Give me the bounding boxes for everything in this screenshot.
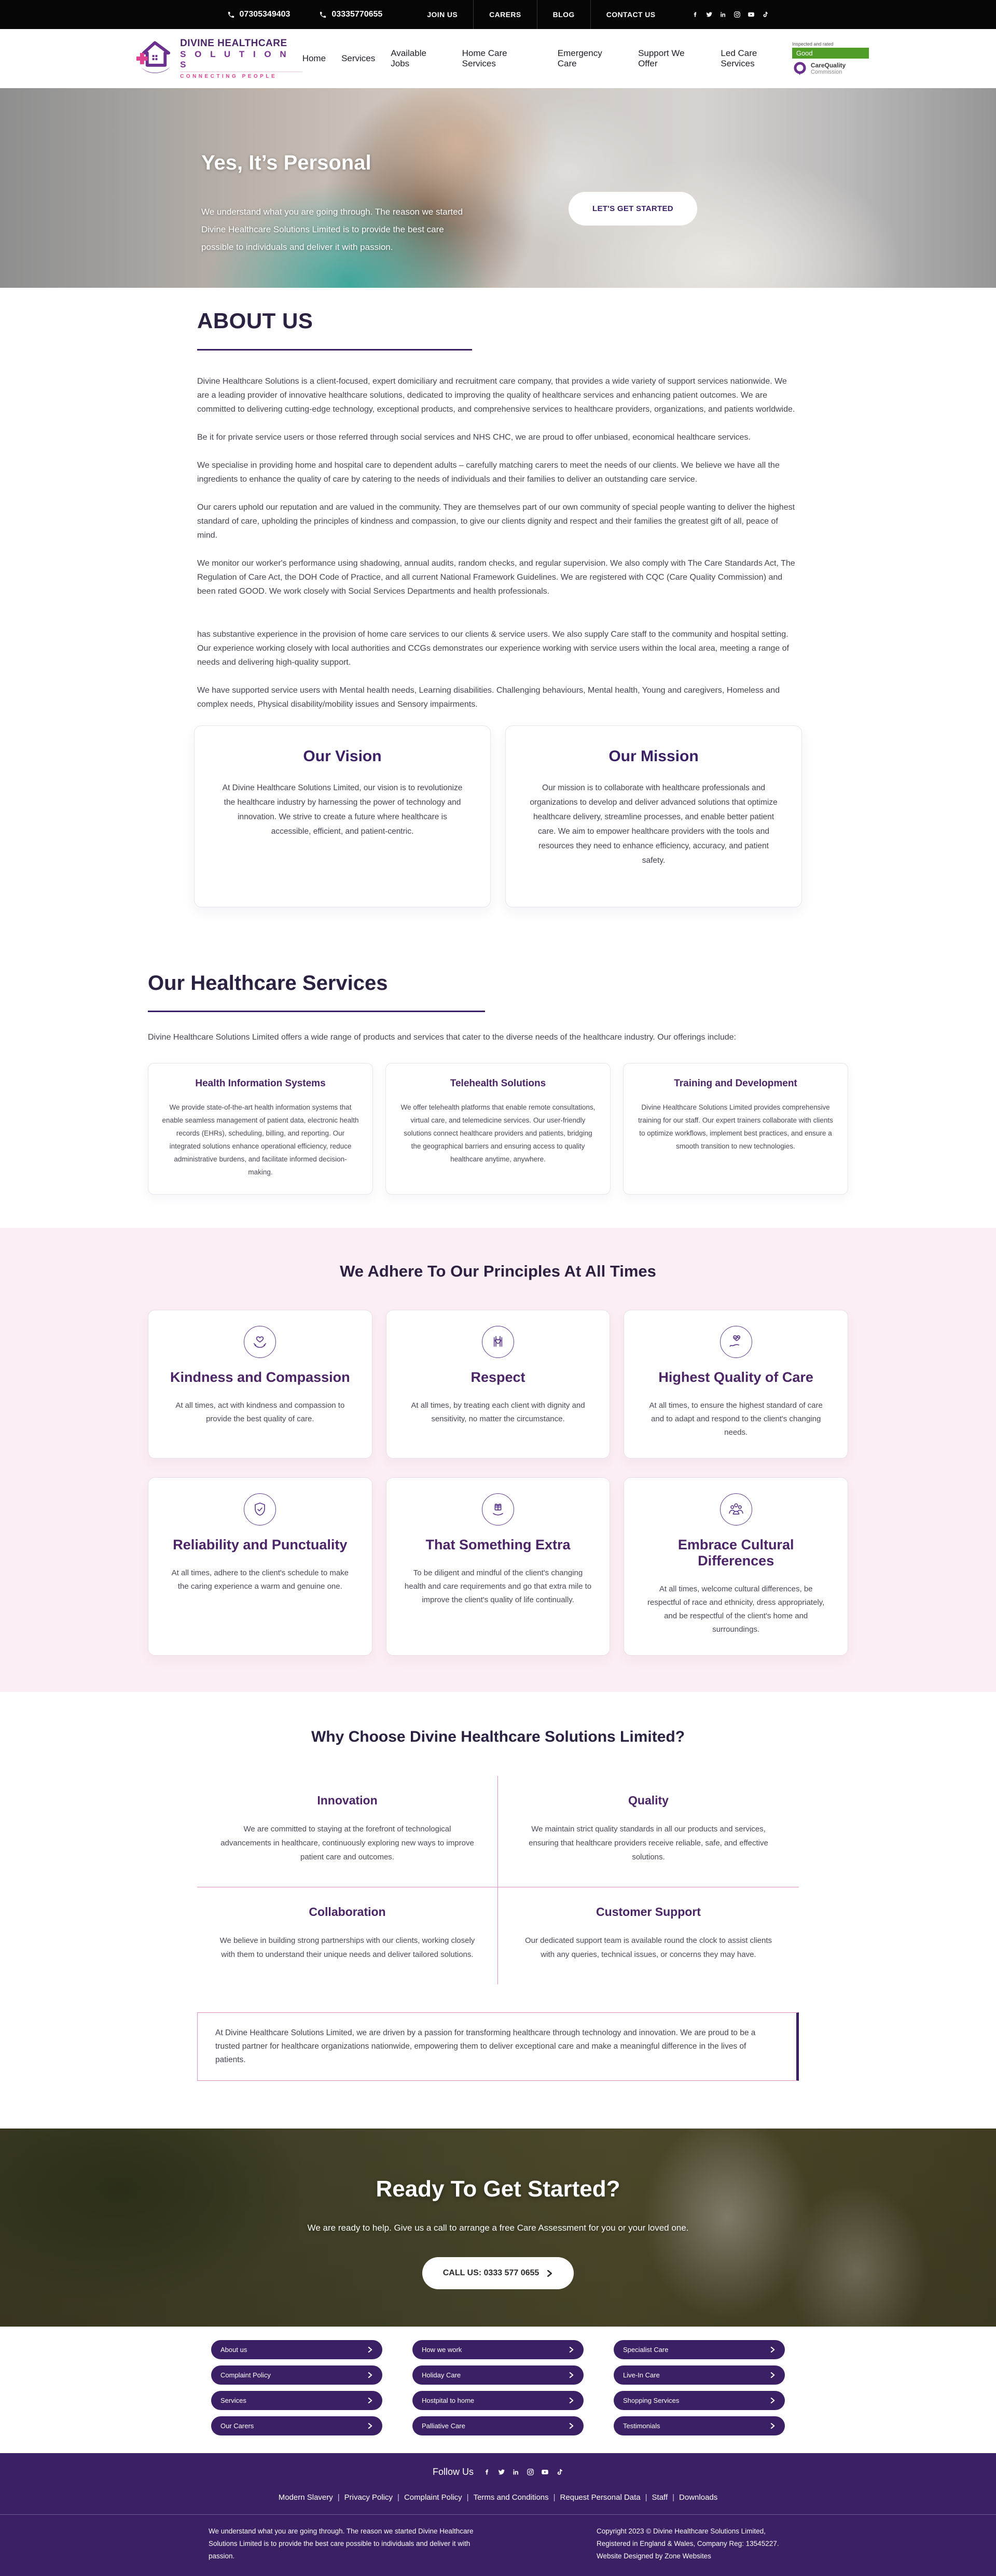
topbar-link-contact-us[interactable]: CONTACT US — [606, 10, 656, 19]
quick-link-live-in-care[interactable] — [614, 2365, 785, 2385]
vision-card — [194, 725, 491, 907]
why-cell-text: Our dedicated support team is available round the clock to assist clients with any queries, technical issues, or concerns they may have. — [524, 1936, 772, 1959]
heading-underline — [197, 349, 472, 351]
principle-card-respect — [386, 1310, 611, 1459]
chevron-right-icon — [546, 2270, 553, 2277]
vision-text: At Divine Healthcare Solutions Limited, our vision is to revolutionize the healthcare industry by harnessing the power of technology and innovation. We strive to create a future where healthcare is accessible, efficient, and patient-centric. — [222, 783, 463, 836]
chevron-right-icon — [770, 2372, 776, 2378]
hands-holding-heart-icon — [244, 1326, 276, 1358]
chevron-right-icon — [569, 2372, 574, 2378]
ready-to-get-started-section — [0, 2129, 996, 2327]
service-card-title: Telehealth Solutions — [450, 1078, 546, 1089]
principle-title: Embrace Cultural Differences — [677, 1537, 794, 1569]
instagram-icon[interactable] — [734, 10, 741, 19]
principle-card-kindness-and-compassion — [148, 1310, 372, 1459]
about-paragraph: Divine Healthcare Solutions is a client-focused, expert domiciliary and recruitment care company, that provides a wide variety of support services nationwide. We are a leading provider of innovative healthcare solutions, dedicated to improving the quality of healthcare services and enhancing patient outcomes. We are committed to delivering cutting-edge technology, exceptional products, and comprehensive services to healthcare providers, organizations, and patients worldwide. — [197, 377, 795, 414]
chevron-right-icon — [367, 2423, 373, 2429]
people-group-icon — [720, 1493, 752, 1525]
quick-link-complaint-policy[interactable] — [211, 2365, 382, 2385]
principle-title: Reliability and Punctuality — [173, 1537, 348, 1552]
phone-number-1: 07305349403 — [239, 10, 290, 19]
vision-title: Our Vision — [303, 748, 382, 765]
quick-link-about-us[interactable] — [211, 2340, 382, 2359]
tiktok-icon[interactable] — [762, 10, 769, 19]
service-card-text: We provide state-of-the-art health information systems that enable seamless management of patient data, electronic health records (EHRs), scheduling, billing, and reporting. Our integrated solutions enhance operational efficiency, reduce administrative burdens, and facilitate informed decision-making. — [162, 1103, 359, 1176]
why-cell-collaboration — [197, 1887, 498, 1984]
service-card-telehealth-solutions — [385, 1063, 611, 1195]
principle-text: At all times, to ensure the highest standard of care and to adapt and respond to the client's changing needs. — [649, 1401, 823, 1437]
service-card-title: Training and Development — [674, 1078, 797, 1089]
separator: | — [645, 2493, 647, 2502]
linkedin-icon[interactable] — [512, 2468, 520, 2477]
why-cell-title: Quality — [628, 1794, 669, 1807]
cqc-tagline: Inspected and rated — [792, 41, 834, 47]
chevron-right-icon — [569, 2398, 574, 2403]
instagram-icon[interactable] — [527, 2468, 534, 2477]
principle-title: Kindness and Compassion — [170, 1369, 350, 1385]
cqc-logo-icon — [792, 61, 808, 76]
tiktok-icon[interactable] — [556, 2468, 563, 2477]
separator: | — [466, 2493, 469, 2502]
separator: | — [672, 2493, 675, 2502]
why-choose-section — [0, 1692, 996, 2129]
facebook-icon[interactable] — [483, 2468, 491, 2477]
twitter-icon[interactable] — [497, 2468, 505, 2477]
service-card-text: Divine Healthcare Solutions Limited provides comprehensive training for our staff. Our expert trainers collaborate with clients to optimize workflows, implement best practices, and ensure a smooth transition to new technologies. — [638, 1103, 833, 1150]
why-cell-title: Collaboration — [309, 1905, 386, 1919]
why-cell-customer-support — [498, 1887, 799, 1984]
brand-name-line2: S O L U T I O N S — [180, 49, 289, 69]
hero-title: Yes, It’s Personal — [201, 151, 371, 174]
principle-title: That Something Extra — [425, 1537, 571, 1552]
footer-link-terms-and-conditions[interactable]: Terms and Conditions — [473, 2493, 549, 2502]
service-card-health-information-systems — [148, 1063, 373, 1195]
quick-link-label: Shopping Services — [623, 2397, 680, 2404]
footer — [0, 2453, 996, 2576]
healthcare-services-section — [0, 931, 996, 1228]
quick-links-section — [0, 2327, 996, 2453]
cqc-rating-badge: Good — [792, 48, 869, 59]
why-cell-innovation — [197, 1776, 498, 1887]
youtube-icon[interactable] — [748, 10, 755, 19]
quick-link-label: Specialist Care — [623, 2346, 669, 2354]
brand-tagline: CONNECTING PEOPLE — [180, 72, 302, 79]
menu-item-support-we-offer[interactable]: Support We Offer — [638, 48, 685, 68]
cqc-org-line2: Commission — [810, 68, 842, 75]
services-heading: Our Healthcare Services — [148, 972, 388, 995]
about-paragraph: We monitor our worker's performance using shadowing, annual audits, random checks, and regular supervision. We also comply with The Care Standards Act, The Regulation of Care Act, the DOH Code of Practice, and all current National Framework Guidelines. We are registered with CQC (Care Quality Commission) and been rated GOOD. We work closely with Social Services Departments and health professionals. — [197, 559, 795, 596]
footer-social-icons — [483, 2468, 563, 2477]
menu-item-home[interactable]: Home — [302, 53, 326, 63]
service-card-training-and-development — [623, 1063, 848, 1195]
navbar — [0, 29, 996, 88]
phone-number-2: 03335770655 — [331, 10, 383, 19]
quick-link-label: How we work — [422, 2346, 462, 2354]
phone-link-1[interactable] — [227, 10, 290, 19]
menu-item-emergency-care[interactable]: Emergency Care — [557, 48, 602, 68]
call-us-button[interactable] — [422, 2257, 574, 2289]
service-card-title: Health Information Systems — [195, 1078, 326, 1089]
about-paragraph: We have supported service users with Mental health needs, Learning disabilities. Challenging behaviours, Mental health, Young and caregivers, Homeless and complex needs, Physical disability/mobility issues and Sensory impairments. — [197, 686, 780, 709]
principles-section — [0, 1228, 996, 1692]
quick-link-label: Services — [220, 2397, 246, 2404]
topbar-link-carers[interactable]: CARERS — [489, 10, 521, 19]
topbar-social-icons — [691, 10, 769, 19]
why-choose-heading: Why Choose Divine Healthcare Solutions Limited? — [311, 1728, 685, 1745]
about-paragraph: Our carers uphold our reputation and are valued in the community. They are themselves part of our own community of special people wanting to deliver the highest standard of care, upholding the principles of kindness and compassion, to give our clients dignity and respect and their families the greatest gift of all, peace of mind. — [197, 503, 795, 540]
chevron-right-icon — [770, 2423, 776, 2429]
menu-item-available-jobs[interactable]: Available Jobs — [391, 48, 426, 68]
why-choose-callout: At Divine Healthcare Solutions Limited, we are driven by a passion for transforming healthcare through technology and innovation. We are proud to be a trusted partner for healthcare organizations nationwide, empowering them to deliver exceptional care and make a meaningful difference in the lives of patients. — [197, 2012, 799, 2081]
topbar-link-join-us[interactable]: JOIN US — [427, 10, 458, 19]
quick-link-label: Complaint Policy — [220, 2371, 271, 2379]
footer-about-text: We understand what you are going through. The reason we started Divine Healthcare Solutions Limited is to provide the best care possible to individuals and deliver it with passion. — [209, 2527, 474, 2560]
why-cell-text: We maintain strict quality standards in all our products and services, ensuring that healthcare providers receive reliable, safe, and effective solutions. — [529, 1825, 768, 1861]
about-paragraph: We specialise in providing home and hospital care to dependent adults – carefully matching carers to meet the needs of our clients. We believe we have all the ingredients to enhance the quality of care by catering to the needs of individuals and their families to deliver an outstanding care service. — [197, 461, 780, 484]
linkedin-icon[interactable] — [720, 10, 727, 19]
about-heading: ABOUT US — [197, 309, 313, 333]
quick-link-label: Palliative Care — [422, 2422, 465, 2430]
mission-card — [505, 725, 802, 907]
quick-link-specialist-care[interactable] — [614, 2340, 785, 2359]
chevron-right-icon — [569, 2423, 574, 2429]
mission-title: Our Mission — [608, 748, 699, 765]
quick-link-label: Testimonials — [623, 2422, 660, 2430]
quick-link-how-we-work[interactable] — [412, 2340, 584, 2359]
quick-link-label: Hostpital to home — [422, 2397, 475, 2404]
services-intro: Divine Healthcare Solutions Limited offers a wide range of products and services that cater to the diverse needs of the healthcare industry. Our offerings include: — [148, 1033, 736, 1042]
follow-us-label: Follow Us — [432, 2467, 474, 2477]
principle-card-highest-quality-of-care — [624, 1310, 848, 1459]
about-section — [0, 288, 996, 931]
heart-pulse-hand-icon — [720, 1326, 752, 1358]
principle-card-that-something-extra — [386, 1477, 611, 1656]
quick-link-our-carers[interactable] — [211, 2416, 382, 2435]
chevron-right-icon — [367, 2372, 373, 2378]
about-paragraph: has substantive experience in the provision of home care services to our clients & service users. We also supply Care staff to the community and hospital setting. Our experience working closely with local authorities and CCGs demonstrates our experience working with service users within the local area, meeting a range of needs and delivering high-quality support. — [197, 630, 789, 667]
shield-check-icon — [244, 1493, 276, 1525]
quick-link-hospital-to-home[interactable] — [412, 2391, 584, 2410]
footer-link-request-personal-data[interactable]: Request Personal Data — [560, 2493, 641, 2502]
principle-text: At all times, welcome cultural differences, be respectful of race and ethnicity, dress appropriately, and be respectful of the client's home and surroundings. — [647, 1585, 825, 1634]
heading-underline — [148, 1011, 485, 1012]
principle-card-reliability-and-punctuality — [148, 1477, 372, 1656]
chevron-right-icon — [770, 2398, 776, 2403]
quick-link-testimonials[interactable] — [614, 2416, 785, 2435]
footer-link-downloads[interactable]: Downloads — [679, 2493, 718, 2502]
twitter-icon[interactable] — [706, 10, 713, 19]
hero-text: We understand what you are going through. The reason we started Divine Healthcare Solutions Limited is to provide the best care possible to individuals and deliver it with passion. — [201, 207, 463, 252]
brand-name-line1: DIVINE HEALTHCARE — [180, 38, 287, 49]
why-cell-quality — [498, 1776, 799, 1887]
footer-link-privacy-policy[interactable]: Privacy Policy — [344, 2493, 393, 2502]
cta-heading: Ready To Get Started? — [376, 2176, 620, 2202]
why-cell-title: Innovation — [317, 1794, 378, 1807]
mission-text: Our mission is to collaborate with healthcare professionals and organizations to develop and deliver advanced solutions that optimize healthcare delivery, streamline processes, and enable better patient care. We aim to empower healthcare providers with the tools and resources they need to enhance efficiency, accuracy, and patient safety. — [530, 783, 778, 865]
topbar-link-blog[interactable]: BLOG — [552, 10, 575, 19]
chevron-right-icon — [569, 2347, 574, 2353]
topbar — [0, 0, 996, 29]
principle-text: To be diligent and mindful of the client's changing health and care requirements and go that extra mile to improve the client's quality of life continually. — [404, 1569, 592, 1604]
menu-item-led-care-services[interactable]: Led Care Services — [721, 48, 757, 68]
separator: | — [553, 2493, 556, 2502]
quick-link-shopping-services[interactable] — [614, 2391, 785, 2410]
heart-between-hands-icon — [482, 1326, 514, 1358]
cqc-org-line1: CareQuality — [810, 61, 846, 69]
quick-link-label: Our Carers — [220, 2422, 254, 2430]
why-cell-title: Customer Support — [596, 1905, 701, 1919]
lets-get-started-button[interactable]: LET'S GET STARTED — [569, 192, 697, 226]
quick-link-services[interactable] — [211, 2391, 382, 2410]
quick-link-label: Live-In Care — [623, 2371, 660, 2379]
principle-text: At all times, adhere to the client's schedule to make the caring experience a warm and genuine one. — [171, 1569, 349, 1591]
separator: | — [397, 2493, 399, 2502]
brand-logo[interactable] — [136, 38, 302, 79]
youtube-icon[interactable] — [541, 2468, 549, 2477]
menu-item-services[interactable]: Services — [341, 53, 376, 63]
chevron-right-icon — [770, 2347, 776, 2353]
chevron-right-icon — [367, 2347, 373, 2353]
principle-text: At all times, by treating each client with dignity and sensitivity, no matter the circumstance. — [411, 1401, 585, 1423]
facebook-icon[interactable] — [691, 10, 699, 19]
principles-heading: We Adhere To Our Principles At All Times — [340, 1262, 656, 1280]
separator: | — [337, 2493, 340, 2502]
phone-icon — [227, 11, 235, 19]
footer-link-modern-slavery[interactable]: Modern Slavery — [278, 2493, 333, 2502]
main-menu — [302, 48, 792, 69]
phone-icon — [319, 11, 327, 19]
about-paragraph: Be it for private service users or those referred through social services and NHS CHC, we are proud to offer unbiased, economical healthcare services. — [197, 433, 751, 442]
principle-title: Highest Quality of Care — [658, 1369, 813, 1385]
gift-on-hand-icon — [482, 1493, 514, 1525]
principle-text: At all times, act with kindness and compassion to provide the best quality of care. — [175, 1401, 345, 1423]
footer-legal-links — [0, 2482, 996, 2514]
phone-link-2[interactable] — [319, 10, 382, 19]
footer-link-complaint-policy[interactable]: Complaint Policy — [404, 2493, 462, 2502]
quick-link-label: About us — [220, 2346, 247, 2354]
cqc-badge[interactable] — [792, 41, 869, 76]
why-cell-text: We are committed to staying at the forefront of technological advancements in healthcare, continuously exploring new ways to improve patient care and outcomes. — [220, 1825, 474, 1861]
footer-copyright: Copyright 2023 © Divine Healthcare Solutions Limited, Registered in England & Wales, Company Reg: 13545227. Website Designed by Zone Websites — [597, 2527, 779, 2560]
service-card-text: We offer telehealth platforms that enable remote consultations, virtual care, and telemedicine services. Our user-friendly solutions connect healthcare providers and patients, bridging the geographical barriers and ensuring access to quality healthcare anytime, anywhere. — [400, 1103, 596, 1163]
principle-card-embrace-cultural-differences — [624, 1477, 848, 1656]
quick-link-palliative-care[interactable] — [412, 2416, 584, 2435]
menu-item-home-care-services[interactable]: Home Care Services — [462, 48, 507, 68]
cta-text: We are ready to help. Give us a call to arrange a free Care Assessment for you or your loved one. — [307, 2223, 689, 2233]
principle-title: Respect — [471, 1369, 525, 1385]
call-us-button-label: CALL US: 0333 577 0655 — [442, 2269, 540, 2277]
why-cell-text: We believe in building strong partnerships with our clients, working closely with them to understand their unique needs and deliver tailored solutions. — [219, 1936, 475, 1959]
house-heart-logo-icon — [136, 40, 174, 77]
hero-section — [0, 88, 996, 288]
footer-link-staff[interactable]: Staff — [652, 2493, 668, 2502]
chevron-right-icon — [367, 2398, 373, 2403]
quick-link-holiday-care[interactable] — [412, 2365, 584, 2385]
quick-link-label: Holiday Care — [422, 2371, 461, 2379]
